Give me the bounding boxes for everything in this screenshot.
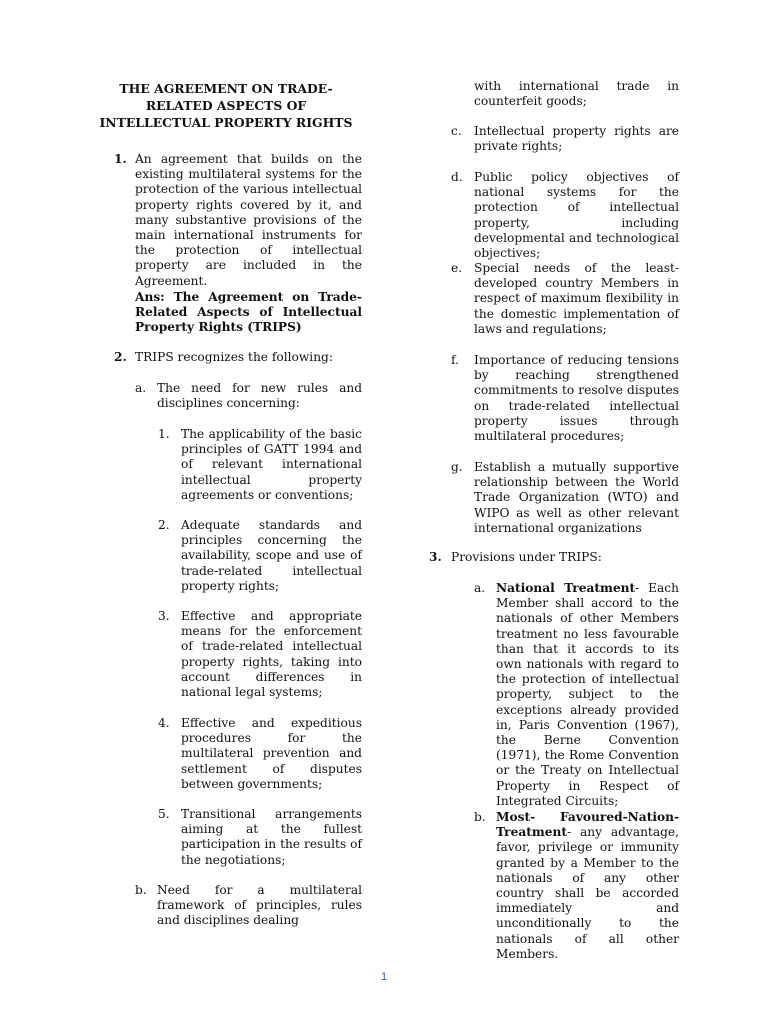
q1-answer: Ans: The Agreement on Trade-Related Aspects of Intellectual Property Rights (TRIPS)	[135, 290, 362, 335]
q2a-label: a.	[135, 381, 147, 395]
q2-text: TRIPS recognizes the following:	[135, 350, 333, 364]
document-title: THE AGREEMENT ON TRADE-RELATED ASPECTS OF INTELLECTUAL PROPERTY RIGHTS	[99, 81, 353, 130]
q3b-label: b.	[474, 810, 486, 824]
q3a-term: National Treatment	[496, 581, 636, 595]
q3b-body: - any advantage, favor, privilege or immunity granted by a Member to the nationals of any other country shall be accorded immediately and unconditionally to the nationals of all other Members.	[496, 825, 679, 961]
q2a-item-4-number: 4.	[158, 716, 170, 730]
q3a-text	[496, 581, 679, 809]
q3b-term: Most- Favoured-Nation-Treatment	[496, 810, 679, 840]
q2d-label: d.	[451, 170, 463, 184]
q2a-item-2-number: 2.	[158, 518, 170, 532]
q3b-text	[496, 810, 679, 962]
q2c-text: Intellectual property rights are private rights;	[474, 124, 679, 154]
q2b-text: Need for a multilateral framework of principles, rules and disciplines dealing	[157, 883, 362, 928]
q2a-item-2-text: Adequate standards and principles concerning the availability, scope and use of trade-related intellectual property rights;	[181, 518, 362, 593]
q2-number: 2.	[114, 350, 127, 364]
q2a-item-4-text: Effective and expeditious procedures for the multilateral prevention and settlement of disputes between governments;	[181, 716, 362, 791]
q2b-text-continued: with international trade in counterfeit goods;	[474, 79, 679, 109]
q2c-label: c.	[451, 124, 462, 138]
q2a-item-5-text: Transitional arrangements aiming at the fullest participation in the results of the negotiations;	[181, 807, 362, 867]
page-number: 1	[380, 971, 388, 983]
q2g-text: Establish a mutually supportive relationship between the World Trade Organization (WTO) and WIPO as well as other relevant international organizations	[474, 460, 679, 535]
q2b-label: b.	[135, 883, 147, 897]
q1-number: 1.	[114, 152, 127, 166]
q3-text: Provisions under TRIPS:	[451, 550, 602, 564]
q2e-text: Special needs of the least-developed country Members in respect of maximum flexibility in the domestic implementation of laws and regulations;	[474, 261, 679, 336]
q3a-label: a.	[474, 581, 486, 595]
q1-text: An agreement that builds on the existing multilateral systems for the protection of the various intellectual property rights covered by it, and many substantive provisions of the main international instruments for the protection of intellectual property are included in the Agreement.	[135, 152, 362, 288]
q3a-body: - Each Member shall accord to the nationals of other Members treatment no less favourable than that it accords to its own nationals with regard to the protection of intellectual property, subject to the exceptions already provided in, Paris Convention (1967), the Berne Convention (1971), the Rome Convention or the Treaty on Intellectual Property in Respect of Integrated Circuits;	[496, 581, 679, 808]
q2a-item-1-number: 1.	[158, 427, 170, 441]
q2d-text: Public policy objectives of national systems for the protection of intellectual property, including developmental and technological objectives;	[474, 170, 679, 261]
q2a-item-3-text: Effective and appropriate means for the enforcement of trade-related intellectual property rights, taking into account differences in national legal systems;	[181, 609, 362, 700]
q2a-item-5-number: 5.	[158, 807, 170, 821]
q2g-label: g.	[451, 460, 463, 474]
q2f-label: f.	[451, 353, 459, 367]
q2a-text: The need for new rules and disciplines concerning:	[157, 381, 362, 411]
q2a-item-3-number: 3.	[158, 609, 170, 623]
q3-number: 3.	[429, 550, 442, 564]
q2f-text: Importance of reducing tensions by reaching strengthened commitments to resolve disputes on trade-related intellectual property issues through multilateral procedures;	[474, 353, 679, 444]
q2e-label: e.	[451, 261, 463, 275]
q2a-item-1-text: The applicability of the basic principles of GATT 1994 and of relevant international intellectual property agreements or conventions;	[181, 427, 362, 502]
